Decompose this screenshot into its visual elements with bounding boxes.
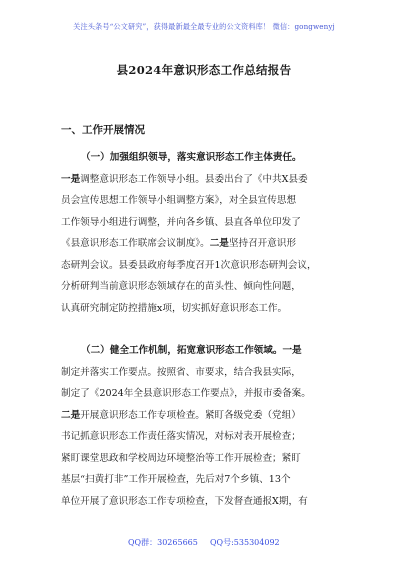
text-line xyxy=(61,298,349,320)
body-text: 认真研究制定防控措施x项，切实抓好意识形态工作。 xyxy=(61,302,288,314)
text-line xyxy=(61,190,349,212)
text-line xyxy=(61,169,349,191)
body-text: 单位开展了意识形态工作专项检查，下发督查通报X期，有 xyxy=(61,495,308,507)
body-text: 态研判会议。县委县政府每季度召开1次意识形态研判会议， xyxy=(61,259,317,271)
qq-group-label: QQ群：30265665 xyxy=(128,538,198,547)
paragraph-organization xyxy=(61,147,349,319)
text-line xyxy=(61,233,349,255)
body-text: 制定并落实工作要点。按照省、市要求，结合我县实际， xyxy=(61,366,301,378)
text-line xyxy=(61,448,349,470)
body-text: 员会宣传思想工作领导小组调整方案》，对全县宣传思想 xyxy=(61,195,297,206)
emphasis-text: 二是 xyxy=(209,238,229,249)
paragraph-mechanism xyxy=(61,340,349,512)
body-text: 书记抓意识形态工作责任落实情况，对标对表开展检查； xyxy=(61,431,301,442)
text-line xyxy=(61,405,349,427)
text-line xyxy=(61,426,349,448)
text-line xyxy=(61,276,349,298)
text-line xyxy=(61,255,349,277)
document-title: 县2024年意识形态工作总结报告 xyxy=(116,63,292,77)
body-text: 制定了《2024年全县意识形态工作要点》，并报市委备案。 xyxy=(61,388,311,399)
text-line xyxy=(61,491,349,513)
body-text: 坚持召开意识形 xyxy=(228,238,297,249)
text-line xyxy=(61,469,349,491)
text-line xyxy=(61,362,349,384)
body-text: 调整意识形态工作领导小组。县委出台了《中共X县委 xyxy=(80,173,308,185)
section-heading: 一、工作开展情况 xyxy=(61,124,145,136)
body-text: 紧盯课堂思政和学校周边环境整治等工作开展检查；紧盯 xyxy=(61,452,301,464)
text-line xyxy=(61,147,349,169)
emphasis-text: 一是 xyxy=(61,173,81,185)
body-text: 工作领导小组进行调整，并向各乡镇、县直各单位印发了 xyxy=(61,216,301,228)
text-line xyxy=(61,340,349,362)
body-text: 分析研判当前意识形态领域存在的苗头性、倾向性问题， xyxy=(61,281,301,292)
emphasis-text: （二）健全工作机制，拓宽意识形态工作领域。一是 xyxy=(81,345,302,356)
text-line xyxy=(61,383,349,405)
promo-banner: 关注头条号“公文研究”，获得最新最全最专业的公文资料库！ 微信：gongwenyj xyxy=(73,22,335,31)
text-line xyxy=(61,212,349,234)
emphasis-text: （一）加强组织领导，落实意识形态工作主体责任。 xyxy=(81,152,302,163)
body-text: 《县意识形态工作联席会议制度》。 xyxy=(61,238,210,249)
qq-number-label: QQ号:535304092 xyxy=(210,538,280,547)
body-text: 开展意识形态工作专项检查。紧盯各级党委（党组） xyxy=(80,409,301,421)
emphasis-text: 二是 xyxy=(61,409,81,421)
body-text: 基层“扫黄打非”工作开展检查，先后对7个乡镇、13个 xyxy=(61,474,291,485)
